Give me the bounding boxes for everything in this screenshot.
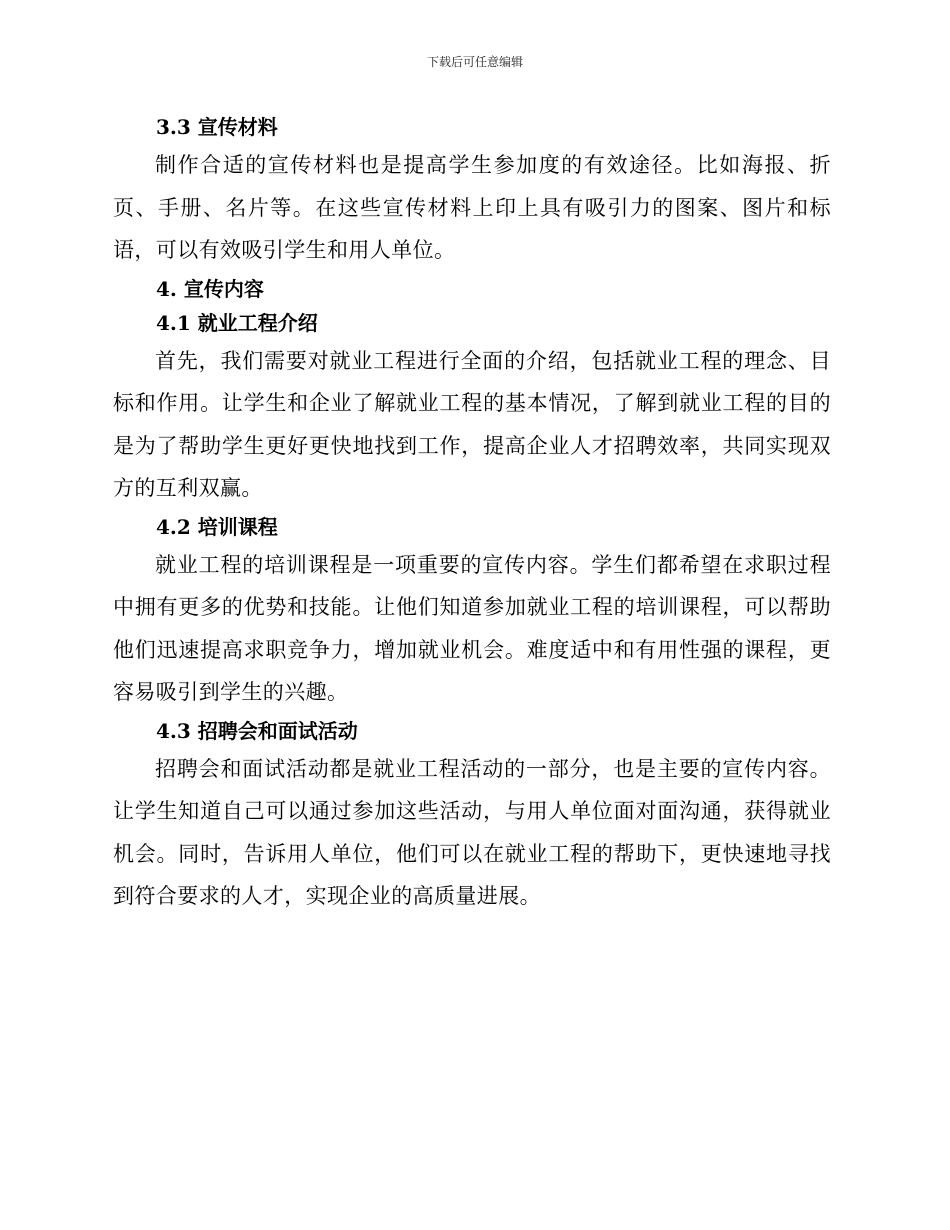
section-heading-3-3: 3.3 宣传材料 xyxy=(156,115,278,139)
section-heading-4-2: 4.2 培训课程 xyxy=(156,514,278,539)
section-heading-4: 4. 宣传内容 xyxy=(156,276,264,301)
section-heading-4-1: 4.1 就业工程介绍 xyxy=(156,310,318,335)
document-body xyxy=(113,110,831,918)
paragraph-4-3: 招聘会和面试活动都是就业工程活动的一部分，也是主要的宣传内容。让学生知道自己可以通过参加这些活动，与用人单位面对面沟通，获得就业机会。同时，告诉用人单位，他们可以在就业工程的帮助下，更快速地寻找到符合要求的人才，实现企业的高质量进展。 xyxy=(113,756,831,908)
paragraph-4-2: 就业工程的培训课程是一项重要的宣传内容。学生们都希望在求职过程中拥有更多的优势和技能。让他们知道参加就业工程的培训课程，可以帮助他们迅速提高求职竞争力，增加就业机会。难度适中和有用性强的课程，更容易吸引到学生的兴趣。 xyxy=(113,552,831,704)
section-heading-4-3: 4.3 招聘会和面试活动 xyxy=(156,718,358,743)
paragraph-3-3: 制作合适的宣传材料也是提高学生参加度的有效途径。比如海报、折页、手册、名片等。在这些宣传材料上印上具有吸引力的图案、图片和标语，可以有效吸引学生和用人单位。 xyxy=(113,153,831,262)
paragraph-4-1: 首先，我们需要对就业工程进行全面的介绍，包括就业工程的理念、目标和作用。让学生和企业了解就业工程的基本情况，了解到就业工程的目的是为了帮助学生更好更快地找到工作，提高企业人才招聘效率，共同实现双方的互利双赢。 xyxy=(113,348,831,500)
page-header: 下载后可任意编辑 xyxy=(426,55,523,69)
